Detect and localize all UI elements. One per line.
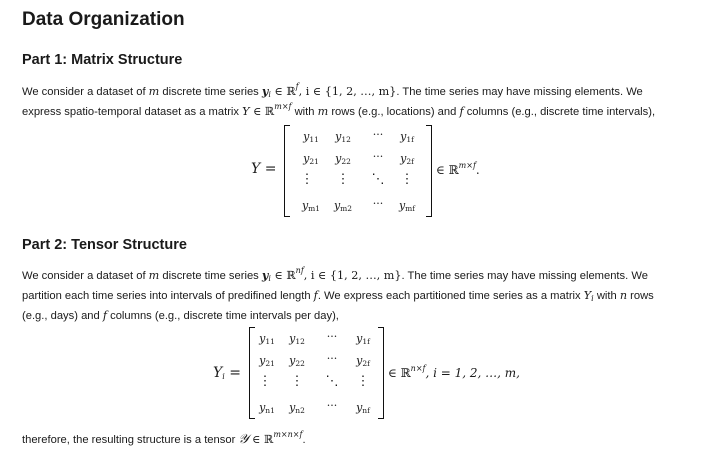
matrix-cell: ···: [326, 352, 338, 365]
matrix-rhs: ∈ ℝ$^{n\times f}$, i = 1, 2, …, m,: [388, 364, 520, 380]
matrix-cell: $y_{11}$: [259, 332, 275, 346]
matrix-cell: ···: [372, 128, 384, 141]
part2-paragraph: We consider a dataset of m discrete time series $y_i$ ∈ ℝ$^{nf}$, i ∈ {1, 2, …, m}. The time series may have missing elements. We partition each time series into intervals of predifined length f. We express each partitioned time series as a matrix $Y_i$ with n rows (e.g., days) and f columns (e.g., discrete time intervals per day),: [22, 266, 654, 322]
matrix-cell: $y_{n2}$: [289, 401, 305, 415]
part2-heading: Part 2: Tensor Structure: [22, 237, 187, 253]
matrix-Y: [284, 125, 432, 217]
matrix-cell: $y_{nf}$: [356, 401, 370, 415]
matrix-cell: ···: [326, 330, 338, 343]
matrix-cell: $y_{22}$: [289, 354, 305, 368]
matrix-cell: ⋮: [258, 374, 272, 389]
matrix-cell: ⋱: [371, 172, 385, 187]
matrix-lhs: $Y_i$ =: [213, 365, 241, 381]
matrix-cell: ⋮: [356, 374, 370, 389]
part1-heading: Part 1: Matrix Structure: [22, 52, 183, 68]
matrix-cell: ⋮: [300, 172, 314, 187]
matrix-cell: ···: [372, 150, 384, 163]
matrix-cell: $y_{22}$: [335, 152, 351, 166]
page-title: Data Organization: [22, 9, 185, 30]
matrix-cell: ⋱: [325, 374, 339, 389]
matrix-cell: $y_{12}$: [335, 130, 351, 144]
matrix-cell: ⋮: [336, 172, 350, 187]
matrix-rhs: ∈ ℝ$^{m\times f}$.: [436, 161, 480, 177]
matrix-cell: $y_{2f}$: [400, 152, 414, 166]
matrix-cell: $y_{12}$: [289, 332, 305, 346]
part1-paragraph: We consider a dataset of m discrete time series $y_i$ ∈ ℝ$^f$, i ∈ {1, 2, …, m}. The time series may have missing elements. We express spatio-temporal dataset as a matrix Y ∈ ℝ$^{m\times f}$ with m rows (e.g., locations) and f columns (e.g., discrete time intervals),: [22, 82, 656, 118]
matrix-cell: ···: [372, 197, 384, 210]
matrix-cell: $y_{11}$: [303, 130, 319, 144]
matrix-cell: $y_{2f}$: [356, 354, 370, 368]
matrix-cell: $y_{m1}$: [301, 199, 321, 213]
matrix-cell: ⋮: [400, 172, 414, 187]
matrix-cell: $y_{21}$: [303, 152, 319, 166]
matrix-cell: $y_{21}$: [259, 354, 275, 368]
matrix-lhs: Y =: [251, 161, 277, 177]
matrix-cell: ···: [326, 399, 338, 412]
matrix-cell: $y_{1f}$: [400, 130, 414, 144]
matrix-cell: $y_{m2}$: [333, 199, 353, 213]
matrix-cell: $y_{mf}$: [398, 199, 416, 213]
matrix-Yi: [249, 327, 384, 419]
conclusion-text: therefore, the resulting structure is a tensor 𝒴 ∈ ℝ$^{m\times n\times f}$.: [22, 430, 306, 447]
matrix-cell: ⋮: [290, 374, 304, 389]
matrix-cell: $y_{1f}$: [356, 332, 370, 346]
matrix-cell: $y_{n1}$: [259, 401, 275, 415]
